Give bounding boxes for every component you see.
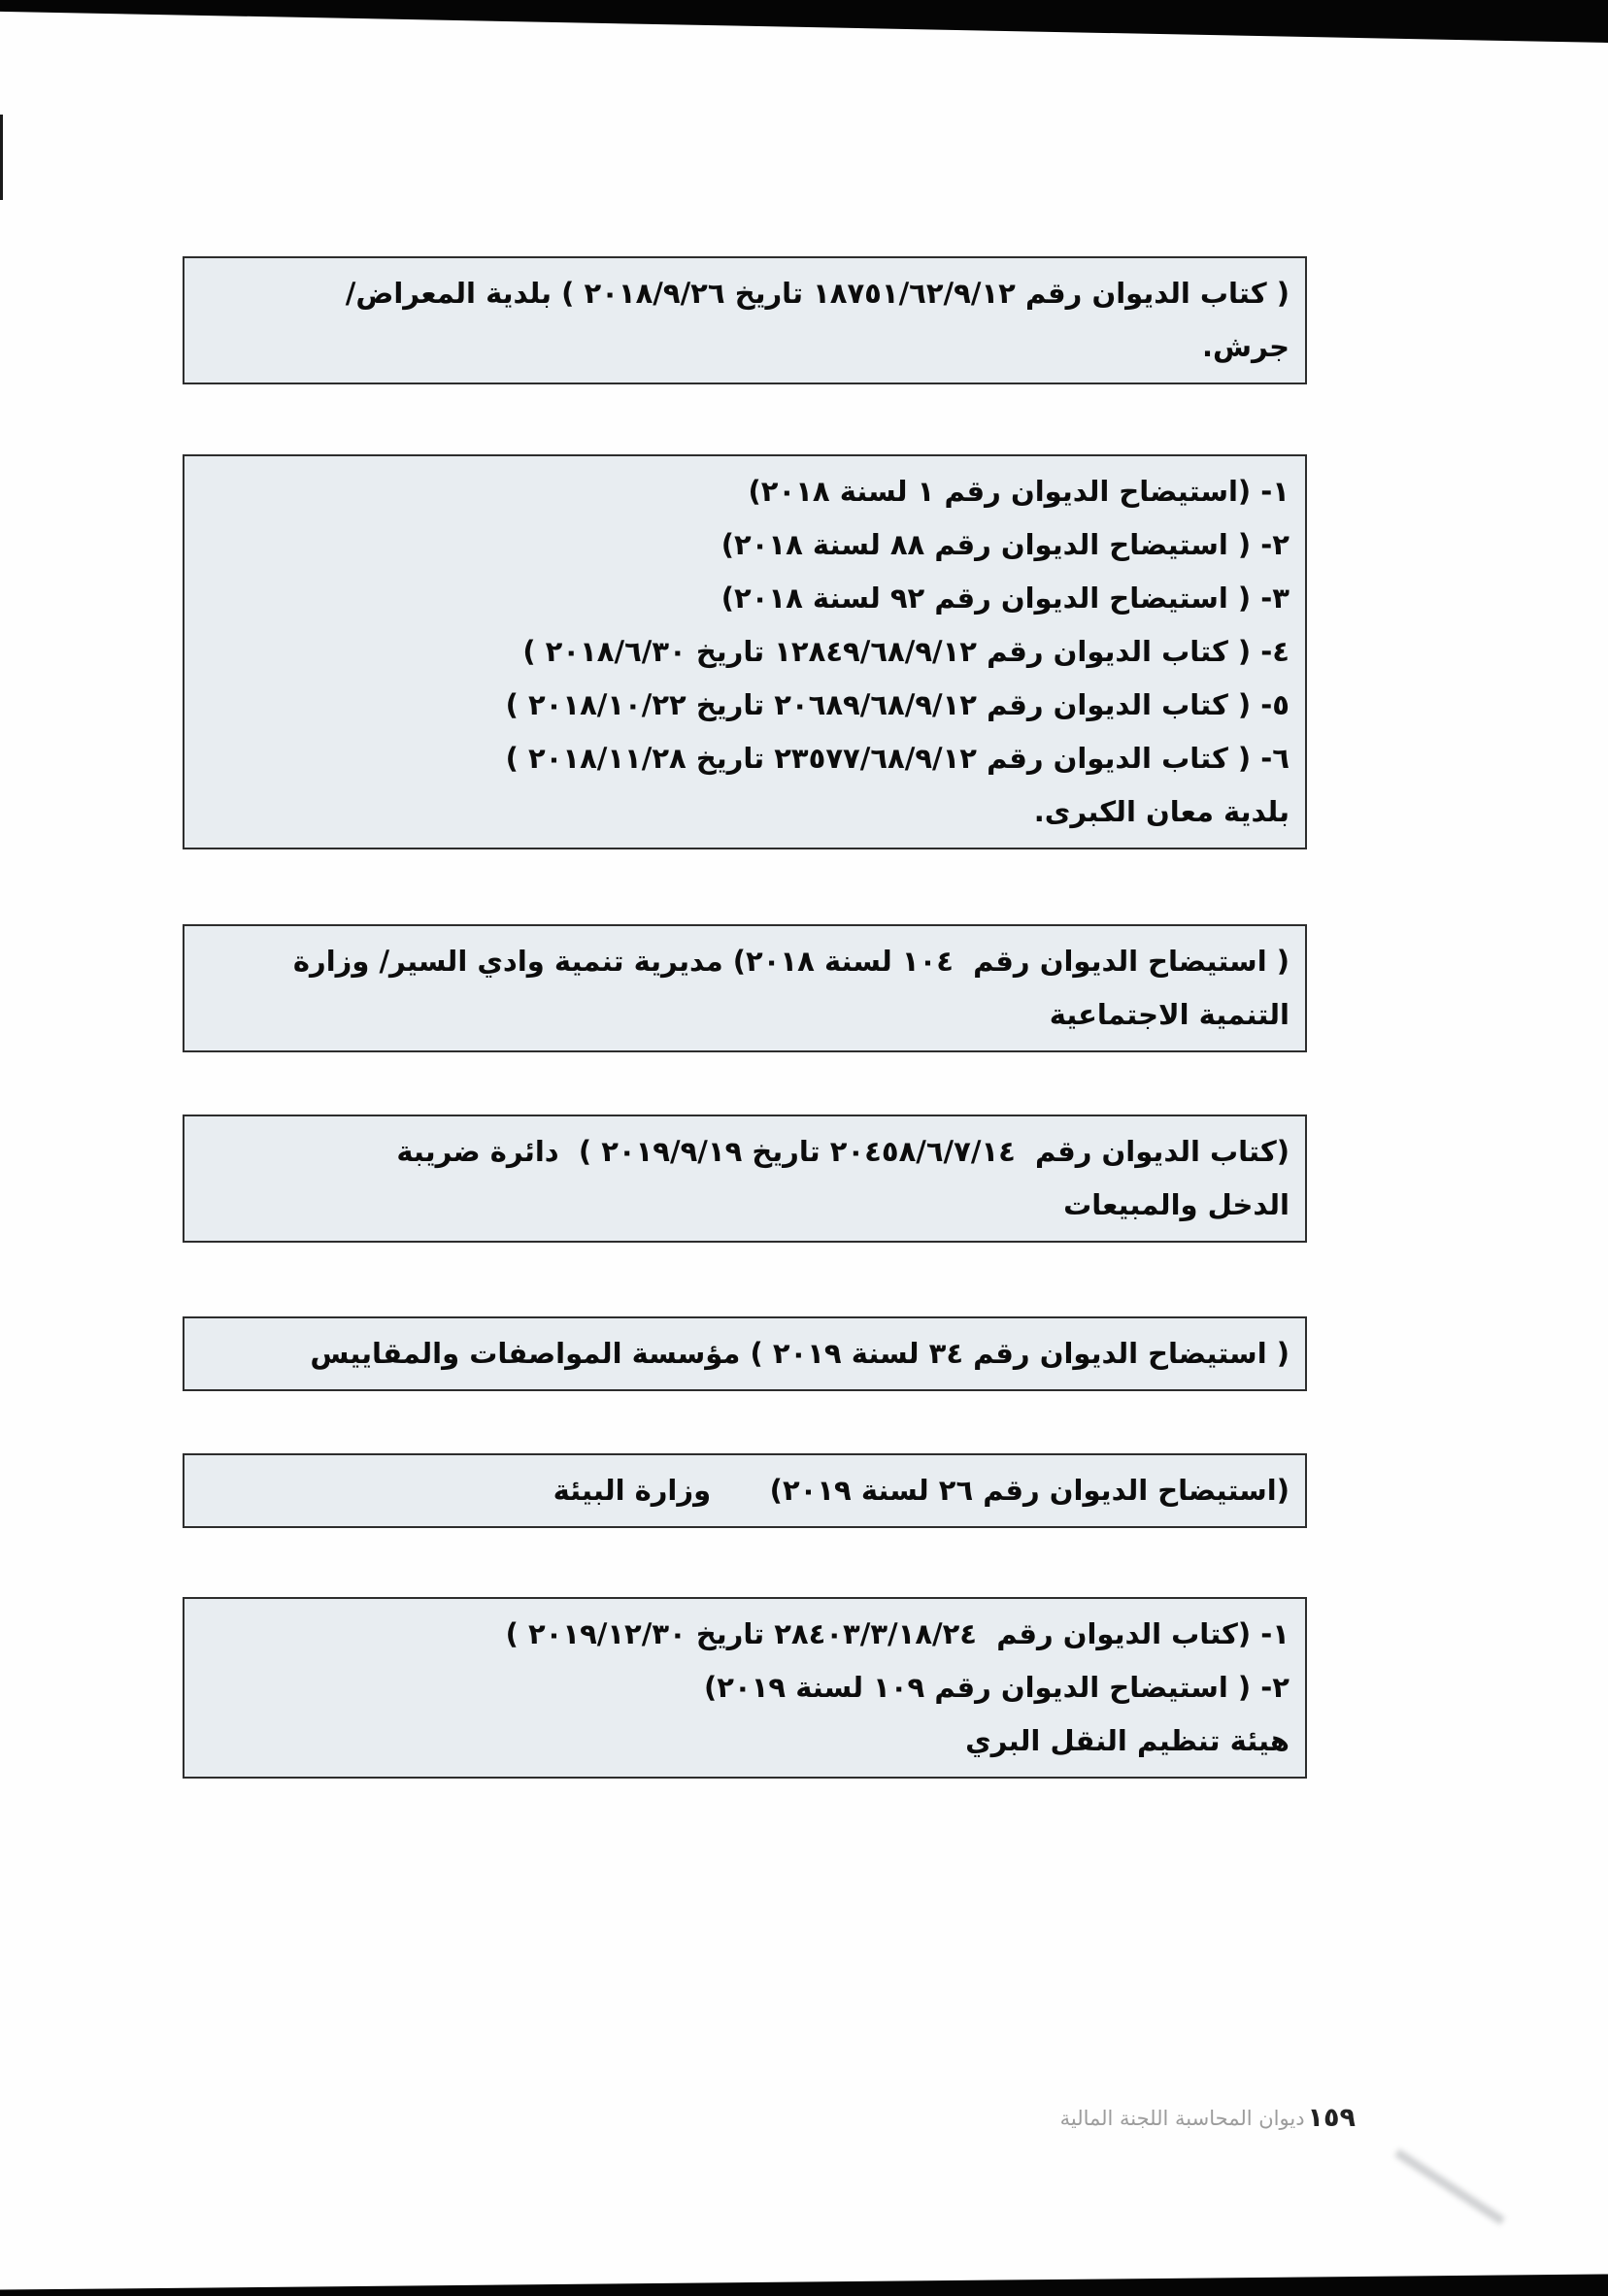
diwan-letter-box-jerash [183, 256, 1307, 384]
text-line: ( استيضاح الديوان رقم ١٠٤ لسنة ٢٠١٨) مديرية تنمية وادي السير/ وزارة [292, 945, 1290, 978]
diwan-letter-box-social-development [183, 924, 1307, 1052]
text-line: ٦- ( كتاب الديوان رقم ٢٣٥٧٧/٦٨/٩/١٢ تاريخ ٢٠١٨/١١/٢٨ ) [505, 742, 1290, 775]
text-line: ( استيضاح الديوان رقم ٣٤ لسنة ٢٠١٩ ) مؤسسة المواصفات والمقاييس [310, 1337, 1290, 1370]
text-line: ٢- ( استيضاح الديوان رقم ١٠٩ لسنة ٢٠١٩) [704, 1671, 1290, 1704]
diwan-letter-box-income-tax [183, 1115, 1307, 1243]
text-line: ٢- ( استيضاح الديوان رقم ٨٨ لسنة ٢٠١٨) [720, 528, 1290, 561]
diwan-letter-box-land-transport [183, 1597, 1307, 1779]
text-line: ( كتاب الديوان رقم ١٨٧٥١/٦٢/٩/١٢ تاريخ ٢٠١٨/٩/٢٦ ) بلدية المعراض/ [345, 277, 1290, 310]
text-line: بلدية معان الكبرى. [1033, 795, 1290, 828]
scan-edge-top [0, 0, 1608, 43]
text-line: ٣- ( استيضاح الديوان رقم ٩٢ لسنة ٢٠١٨) [720, 582, 1290, 615]
text-line: ١- (استيضاح الديوان رقم ١ لسنة ٢٠١٨) [748, 475, 1290, 508]
scan-edge-bottom [0, 2274, 1608, 2296]
diwan-letter-box-environment [183, 1453, 1307, 1528]
scan-smudge-bottom-right [1394, 2148, 1505, 2224]
text-line: ٥- ( كتاب الديوان رقم ٢٠٦٨٩/٦٨/٩/١٢ تاريخ ٢٠١٨/١٠/٢٢ ) [505, 688, 1290, 721]
text-line: ١- (كتاب الديوان رقم ٢٨٤٠٣/٣/١٨/٢٤ تاريخ ٢٠١٩/١٢/٣٠ ) [505, 1617, 1290, 1650]
page-footer [544, 2103, 1356, 2133]
text-line: التنمية الاجتماعية [1049, 998, 1290, 1031]
text-line: جرش. [1202, 330, 1290, 363]
scan-mark-left-edge [0, 115, 3, 200]
diwan-letters-box-maan [183, 454, 1307, 849]
text-line: (استيضاح الديوان رقم ٢٦ لسنة ٢٠١٩) وزارة البيئة [553, 1474, 1290, 1507]
text-line: (كتاب الديوان رقم ٢٠٤٥٨/٦/٧/١٤ تاريخ ٢٠١٩/٩/١٩ ) دائرة ضريبة [396, 1135, 1290, 1168]
text-line: هيئة تنظيم النقل البري [965, 1724, 1290, 1757]
diwan-letter-box-standards [183, 1316, 1307, 1391]
footer-title: ديوان المحاسبة اللجنة المالية [1059, 2106, 1305, 2130]
text-line: ٤- ( كتاب الديوان رقم ١٢٨٤٩/٦٨/٩/١٢ تاريخ ٢٠١٨/٦/٣٠ ) [522, 635, 1290, 668]
text-line: الدخل والمبيعات [1063, 1188, 1290, 1221]
page-number: ١٥٩ [1307, 2103, 1356, 2133]
